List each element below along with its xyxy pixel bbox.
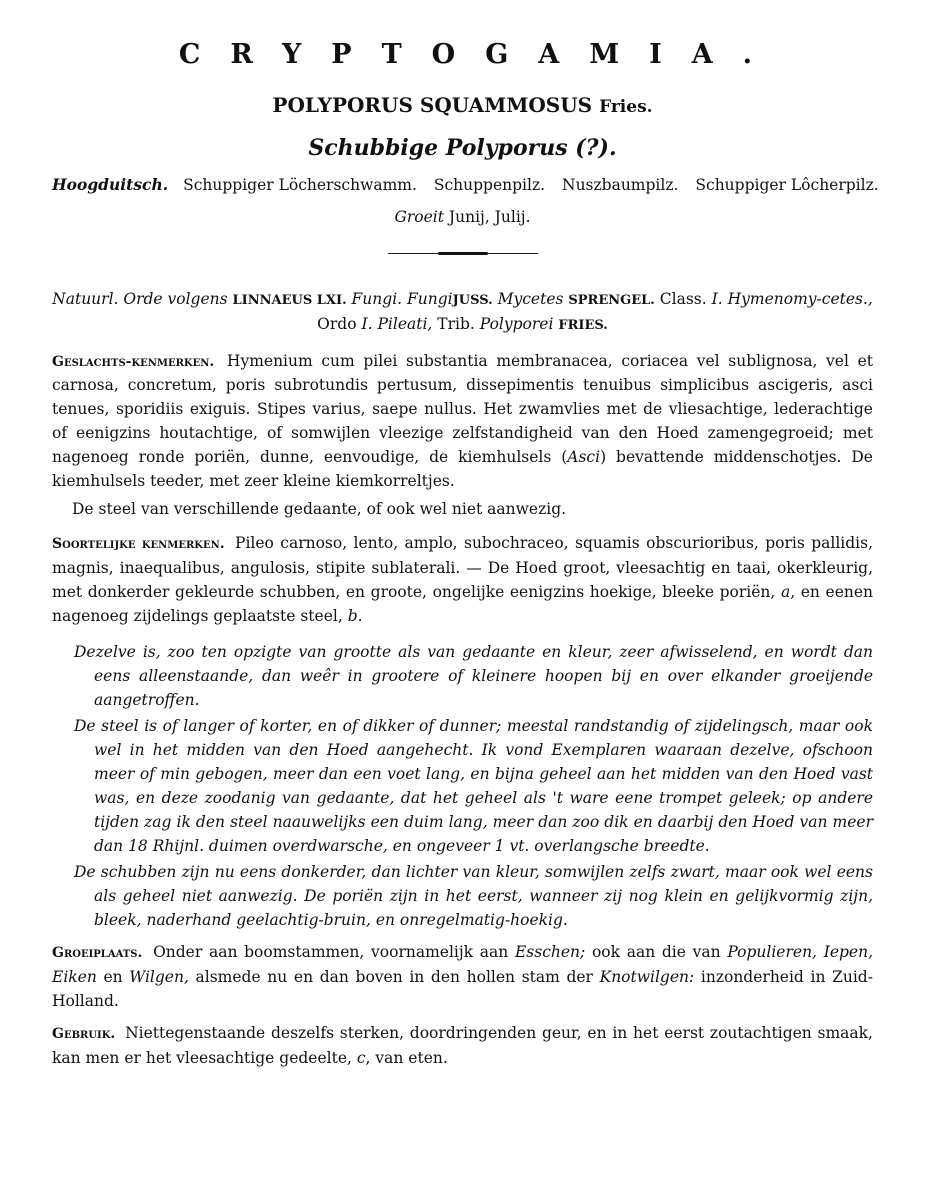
figure-ref-c: c — [356, 1048, 366, 1067]
class-class-label: Class. — [659, 289, 707, 308]
class-trib-label: Trib. — [437, 314, 475, 333]
species-text: Pileo carnoso, lento, amplo, subochraceo, squamis obscurioribus, poris pallidis, magnis, inaequalibus, angulosis, stipite sublaterali. — De Hoed groot, vleesachtig en taai, okerkleurig, met donkerder gekleurde schubben, en groote, ongelijke eenigzins hoekige, bleeke poriën, — [52, 534, 873, 602]
german-name: Nuszbaumpilz. — [562, 175, 679, 194]
habitat-text: inzonderheid in Zuid-Holland. — [52, 967, 873, 1010]
habitat-text: alsmede nu en dan boven in den hollen stam der — [195, 967, 593, 986]
habitat-wilgen: Wilgen, — [129, 967, 189, 986]
page-title: CRYPTOGAMIA. — [178, 39, 783, 70]
species-text-end: . — [357, 607, 363, 626]
dutch-name: Schubbige Polyporus (?). — [308, 134, 617, 161]
species-text-cont: , en eenen nagenoeg zijdelings geplaatste steel, — [52, 583, 874, 626]
genus-heading: Geslachts-kenmerken. — [52, 353, 215, 370]
class-juss: JUSS. — [452, 292, 493, 308]
german-name: Schuppiger Löcherschwamm. — [183, 175, 417, 194]
species-heading: Soortelijke kenmerken. — [52, 536, 225, 553]
habitat-knotwilgen: Knotwilgen: — [599, 967, 695, 986]
genus-dutch-text-end: ) bevattende middenschotjes. De kiemhulsels teeder, met zeer kleine kiemkorreltjes. — [52, 448, 873, 491]
note-paragraph: De steel is of langer of korter, en of dikker of dunner; meestal randstandig of zijdelingsch, maar ook wel in het midden van den Hoed aangehecht. Ik vond Exemplaren waaraan dezelve, ofschoon meer of min gebogen, meer dan een voet lang, en bijna geheel aan het midden van den Hoed vast was, en deze zoodanig van gedaante, dat het geheel als 't ware eene trompet geleek; op andere tijden zag ik den steel naauwelijks een duim lang, meer dan zoo dik en daarbij den Hoed van meer dan 18 Rhijnl. duimen overdwarsche, en ongeveer 1 vt. overlangsche breedte. — [74, 717, 873, 856]
class-ordo-label: Ordo — [317, 314, 357, 333]
habitat-heading: Groeiplaats. — [52, 945, 143, 962]
use-text: Niettegenstaande deszelfs sterken, doordringenden geur, en in het eerst zoutachtigen smaak, kan men er het vleesachtige gedeelte, — [52, 1023, 873, 1067]
growing-season — [52, 205, 873, 229]
german-label: Hoogduitsch. — [52, 174, 169, 194]
use — [52, 1021, 873, 1070]
genus-characteristics — [52, 349, 873, 494]
habitat-iepen: Iepen, — [823, 943, 874, 962]
class-hymenomycetes: Hymenomy-cetes., — [727, 289, 873, 308]
genus-stem-text: De steel van verschillende gedaante, of ook wel niet aanwezig. — [72, 500, 567, 519]
class-order-label: Natuurl. Orde volgens — [52, 289, 228, 308]
class-linnaeus: LINNAEUS LXI. — [232, 292, 347, 308]
habitat-eiken: Eiken — [52, 967, 97, 986]
habitat-populieren: Populieren, — [727, 943, 817, 962]
class-fungi-juss: Fungi — [407, 289, 453, 308]
figure-ref-a: a — [780, 583, 791, 602]
habitat-text: ook aan die van — [591, 943, 721, 962]
genus-latin-text: Hymenium cum pilei substantia membranacea, coriacea vel sublignosa, vel et carnosa, concretum, poris subrotundis pertusum, dissepimentis tenuibus simplicibus ascigeris, asci tenues, sporidiis exiguis. Stipes varius, saepe nullus. — [52, 351, 873, 419]
use-text-end: , van eten. — [365, 1048, 448, 1067]
class-mycetes: Mycetes — [497, 289, 564, 308]
habitat-text: Onder aan boomstammen, voornamelijk aan — [153, 943, 509, 962]
german-name: Schuppenpilz. — [433, 175, 546, 194]
species-author: Fries. — [599, 96, 653, 117]
use-heading: Gebruik. — [52, 1025, 116, 1042]
class-sprengel: SPRENGEL. — [568, 292, 655, 308]
class-polyporei: Polyporei — [479, 314, 554, 333]
genus-dutch-text: Het zwamvlies met de vliesachtige, lederachtige of eenigzins houtachtige, of somwijlen vleezige zelfstandigheid van den Hoed zamengegroeid; met nagenoeg ronde poriën, dunne, eenvoudige, de kiemhulsels ( — [52, 400, 873, 467]
figure-ref-b: b — [347, 607, 358, 626]
class-fries: FRIES. — [558, 317, 608, 333]
genus-asci: Asci — [567, 448, 601, 467]
species-latin-name: POLYPORUS SQUAMMOSUS — [272, 92, 593, 117]
class-class-number: I. — [711, 289, 723, 308]
species-name — [52, 90, 873, 121]
class-fungi: Fungi. — [351, 289, 403, 308]
german-names — [52, 173, 879, 197]
habitat-esschen: Esschen; — [514, 943, 586, 962]
class-pileati: Pileati, — [377, 314, 433, 333]
note-paragraph: De schubben zijn nu eens donkerder, dan lichter van kleur, somwijlen zelfs zwart, maar ook wel eens als geheel niet aanwezig. De poriën zijn in het eerst, wanneer zij nog klein en gelijkvormig zijn, bleek, naderhand geelachtig-bruin, en onregelmatig-hoekig. — [74, 863, 873, 930]
note-paragraph: Dezelve is, zoo ten opzigte van grootte als van gedaante en kleur, zeer afwisselend, en wordt dan eens alleenstaande, dan weêr in grootere of kleinere hoopen bij en over elkander groeijende aangetroffen. — [74, 643, 873, 710]
classification — [52, 287, 873, 337]
ornamental-divider — [388, 251, 538, 257]
habitat — [52, 940, 873, 1013]
grows-label: Groeit — [394, 207, 444, 226]
grows-months: Junij, Julij. — [448, 207, 531, 226]
habitat-text: en — [103, 967, 123, 986]
class-ordo-number: I. — [361, 314, 373, 333]
species-characteristics — [52, 531, 873, 628]
german-name: Schuppiger Lôcherpilz. — [695, 175, 879, 194]
